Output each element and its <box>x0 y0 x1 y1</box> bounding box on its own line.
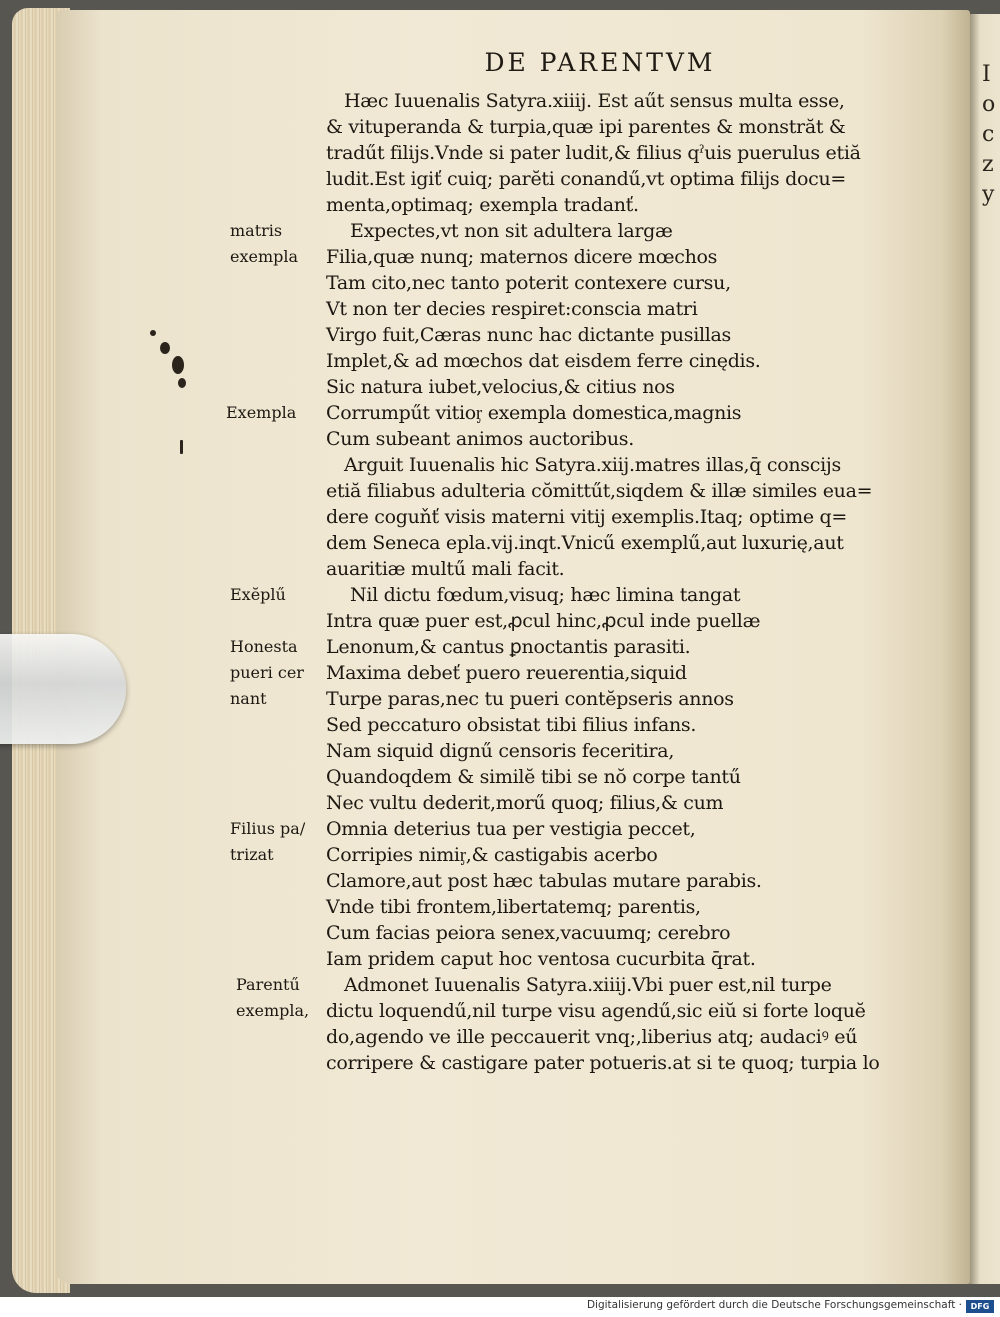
text-line: Clamore,aut post hæc tabulas mutare parabis. <box>326 870 762 892</box>
text-line: Corrumpűt vitioᶉ exempla domestica,magnis <box>326 402 742 424</box>
text-line: Cum facias peiora senex,vacuumq; cerebro <box>326 922 731 944</box>
margin-note: Parentű <box>236 975 300 994</box>
footer-credit: Digitalisierung gefördert durch die Deutsche Forschungsgemeinschaft · <box>586 1299 962 1311</box>
ink-smudge <box>172 356 184 374</box>
text-line: ludit.Est igiť cuiq; parĕti conandű,vt optima filijs docu= <box>326 168 847 190</box>
text-line: Intra quæ puer est,ꝓcul hinc,ꝓcul inde puellæ <box>326 610 761 632</box>
facing-page-letter: o <box>982 92 996 117</box>
ink-smudge <box>150 330 156 336</box>
margin-note: Filius pa/ <box>230 819 306 838</box>
text-line: Sic natura iubet,velocius,& citius nos <box>326 376 675 398</box>
margin-note: pueri cer <box>230 663 304 682</box>
margin-note: trizat <box>230 845 274 864</box>
facing-page-letter: z <box>982 152 994 177</box>
dfg-logo: DFG <box>966 1300 994 1313</box>
margin-note: Exempla <box>226 403 297 422</box>
text-line: dem Seneca epla.vij.inqt.Vnicű exemplű,aut luxurię,aut <box>326 532 844 554</box>
text-line: Virgo fuit,Cæras nunc hac dictante pusillas <box>326 324 731 346</box>
text-line: menta,optimaq; exempla tradanť. <box>326 194 639 216</box>
text-line: Nam siquid dignű censoris feceritira, <box>326 740 675 762</box>
text-line: Admonet Iuuenalis Satyra.xiiij.Vbi puer est,nil turpe <box>344 974 832 996</box>
text-line: Vnde tibi frontem,libertatemq; parentis, <box>326 896 701 918</box>
text-line: Filia,quæ nunq; maternos dicere mœchos <box>326 246 718 268</box>
text-line: corripere & castigare pater potueris.at si te quoq; turpia lo <box>326 1052 880 1074</box>
text-line: Expectes,vt non sit adultera largæ <box>350 220 673 242</box>
margin-note: exempla <box>230 247 299 266</box>
text-line: Implet,& ad mœchos dat eisdem ferre cinędis. <box>326 350 761 372</box>
margin-note: exempla, <box>236 1001 310 1020</box>
facing-page-letter: y <box>982 182 995 207</box>
text-line: Quandoqdem & similĕ tibi se nŏ corpe tantű <box>326 766 741 788</box>
text-line: etiă filiabus adulteria cŏmittűt,siqdem & illæ similes eua= <box>326 480 873 502</box>
text-line: Omnia deterius tua per vestigia peccet, <box>326 818 696 840</box>
text-line: dere coguňť visis materni vitij exemplis.Itaq; optime q= <box>326 506 847 528</box>
text-line: Vt non ter decies respiret:conscia matri <box>326 298 698 320</box>
ink-smudge <box>180 440 183 454</box>
text-line: & vituperanda & turpia,quæ ipi parentes & monstrăt & <box>326 116 846 138</box>
text-line: Sed peccaturo obsistat tibi filius infans. <box>326 714 697 736</box>
text-line: Tam cito,nec tanto poterit contexere cursu, <box>326 272 731 294</box>
text-line: Iam pridem caput hoc ventosa cucurbita q̄rat. <box>326 948 756 970</box>
margin-note: Exĕplű <box>230 585 286 604</box>
margin-note: matris <box>230 221 283 240</box>
text-line: Nec vultu dederit,morű quoq; filius,& cum <box>326 792 724 814</box>
text-line: Nil dictu fœdum,visuq; hæc limina tangat <box>350 584 741 606</box>
facing-page-fragment <box>982 60 1000 760</box>
ink-smudge <box>160 342 170 354</box>
text-line: Hæc Iuuenalis Satyra.xiiij. Est aűt sensus multa esse, <box>344 90 845 112</box>
footer-bar <box>0 1297 1000 1317</box>
text-line: Maxima debeť puero reuerentia,siquid <box>326 662 687 684</box>
margin-note: Honesta <box>230 637 298 656</box>
text-line: do,agendo ve ille peccauerit vnq;,liberius atq; audaciꝰ eű <box>326 1026 858 1048</box>
page-clip <box>0 634 126 744</box>
ink-smudge <box>178 378 186 388</box>
margin-note: nant <box>230 689 267 708</box>
text-line: Corripies nimiᶉ,& castigabis acerbo <box>326 844 658 866</box>
text-line: Cum subeant animos auctoribus. <box>326 428 634 450</box>
text-line: Arguit Iuuenalis hic Satyra.xiij.matres illas,q̄ conscijs <box>344 454 841 476</box>
text-line: tradűt filijs.Vnde si pater ludit,& filius qˀuis puerulus etiă <box>326 142 861 164</box>
text-line: Turpe paras,nec tu pueri contĕpseris annos <box>326 688 734 710</box>
text-line: auaritiæ multű mali facit. <box>326 558 565 580</box>
running-head: DE PARENTVM <box>484 48 716 77</box>
text-line: Lenonum,& cantus ꝑnoctantis parasiti. <box>326 636 691 658</box>
text-line: dictu loquendű,nil turpe visu agendű,sic eiŭ si forte loquĕ <box>326 1000 866 1022</box>
facing-page-letter: I <box>982 62 991 87</box>
facing-page-letter: c <box>982 122 995 147</box>
